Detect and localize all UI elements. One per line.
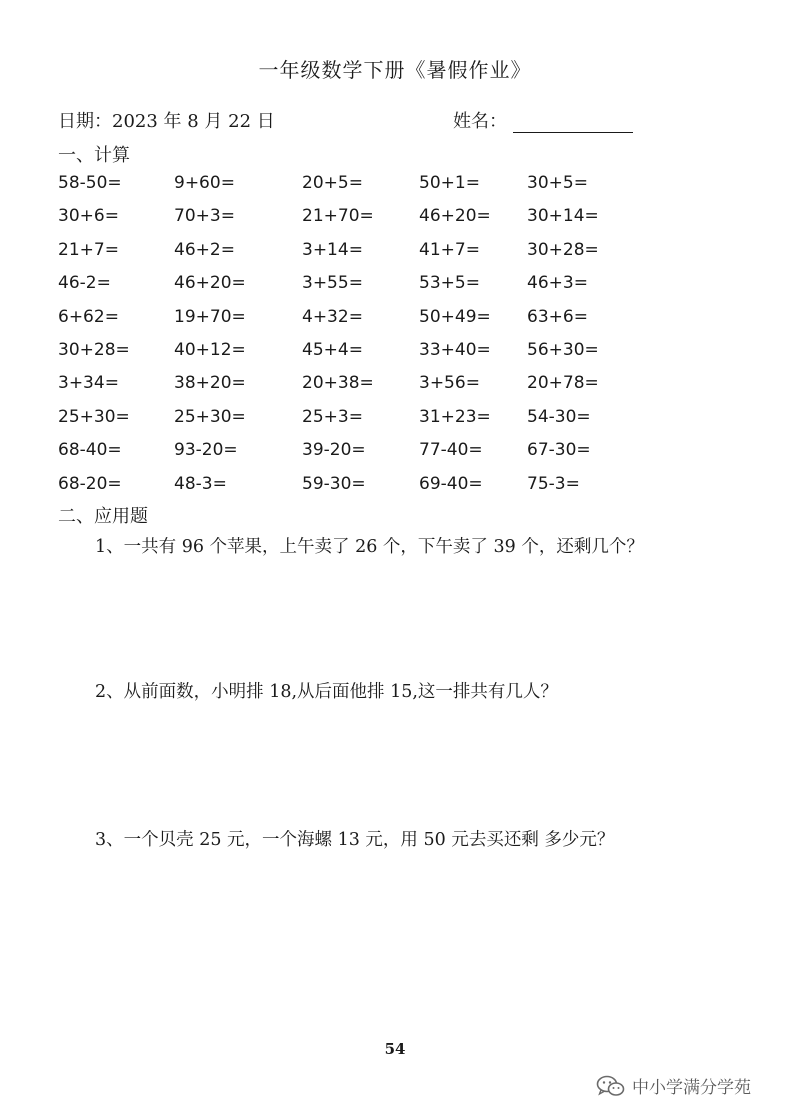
calc-item: 30+28=: [58, 339, 130, 360]
calc-item: 50+1=: [419, 173, 480, 193]
calc-item: 58-50=: [58, 173, 122, 193]
calc-item: 67-30=: [527, 440, 591, 461]
calc-item: 46+2=: [174, 239, 235, 260]
calc-item: 3+55=: [302, 273, 363, 294]
calc-item: 93-20=: [174, 440, 238, 461]
calc-item: 25+3=: [302, 406, 363, 427]
calc-item: 30+6=: [58, 206, 119, 227]
page-number: 54: [384, 1040, 406, 1058]
calc-item: 40+12=: [174, 339, 246, 360]
page-title: 一年级数学下册《暑假作业》: [258, 58, 532, 82]
calc-item: 19+70=: [174, 306, 246, 327]
name-blank-line: [513, 112, 633, 133]
calc-item: 30+14=: [527, 206, 599, 227]
name-label: 姓名：: [453, 111, 507, 132]
calc-item: 4+32=: [302, 306, 363, 327]
calc-item: 20+38=: [302, 373, 374, 394]
calc-item: 75-3=: [527, 473, 580, 494]
calc-item: 68-40=: [58, 440, 122, 461]
watermark: [596, 1073, 751, 1098]
calc-item: 30+28=: [527, 239, 599, 260]
calc-item: 41+7=: [419, 239, 480, 260]
calc-item: 38+20=: [174, 373, 246, 394]
calc-item: 31+23=: [419, 406, 491, 427]
calc-item: 50+49=: [419, 306, 491, 327]
calc-item: 69-40=: [419, 473, 483, 494]
calc-item: 21+7=: [58, 239, 119, 260]
watermark-text: 中小学满分学苑: [632, 1078, 751, 1098]
calc-item: 70+3=: [174, 206, 235, 227]
calc-item: 46-2=: [58, 273, 111, 294]
calc-item: 6+62=: [58, 306, 119, 327]
word-problem-3: 3、一个贝壳 25 元，一个海螺 13 元，用 50 元去买还剩 多少元？: [95, 830, 615, 850]
section-heading-calculation: 一、计算: [58, 145, 130, 166]
calc-item: 46+20=: [419, 206, 491, 227]
calc-item: 39-20=: [302, 440, 366, 461]
section-heading-word-problems: 二、应用题: [58, 506, 148, 527]
calc-item: 46+3=: [527, 273, 588, 294]
calc-item: 3+14=: [302, 239, 363, 260]
word-problem-2: 2、从前面数，小明排 18,从后面他排 15,这一排共有几人？: [95, 682, 558, 702]
calc-item: 53+5=: [419, 273, 480, 294]
word-problem-1: 1、一共有 96 个苹果，上午卖了 26 个，下午卖了 39 个，还剩几个？: [95, 537, 644, 557]
calc-item: 25+30=: [58, 406, 130, 427]
calc-item: 25+30=: [174, 406, 246, 427]
calc-item: 77-40=: [419, 440, 483, 461]
calc-item: 20+78=: [527, 373, 599, 394]
calc-item: 21+70=: [302, 206, 374, 227]
calc-item: 9+60=: [174, 173, 235, 193]
calc-item: 48-3=: [174, 473, 227, 494]
calc-item: 45+4=: [302, 339, 363, 360]
calc-item: 3+34=: [58, 373, 119, 394]
calc-item: 54-30=: [527, 406, 591, 427]
calc-item: 59-30=: [302, 473, 366, 494]
calc-item: 33+40=: [419, 339, 491, 360]
calc-item: 30+5=: [527, 173, 588, 193]
calc-item: 56+30=: [527, 339, 599, 360]
calc-item: 3+56=: [419, 373, 480, 394]
date-label: 日期：2023 年 8 月 22 日: [58, 111, 275, 132]
calc-item: 46+20=: [174, 273, 246, 294]
calc-item: 20+5=: [302, 173, 363, 193]
name-field: [453, 107, 633, 133]
calc-item: 63+6=: [527, 306, 588, 327]
wechat-icon: [596, 1074, 626, 1098]
calc-item: 68-20=: [58, 473, 122, 494]
